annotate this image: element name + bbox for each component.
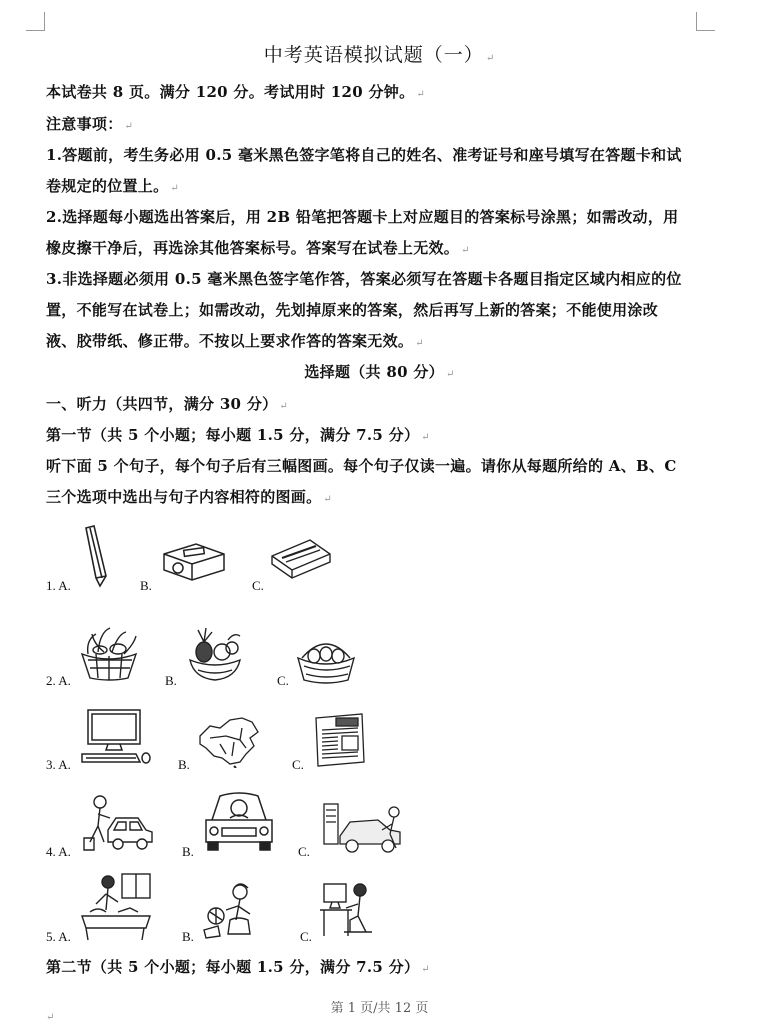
instruction-line-2: 三个选项中选出与句子内容相符的图画。 ↵	[46, 488, 333, 506]
notice-1-line-2: 卷规定的位置上。 ↵	[46, 177, 180, 195]
notice-2-line-2: 橡皮擦干净后，再选涂其他答案标号。答案写在试卷上无效。 ↵	[46, 239, 470, 257]
paragraph-mark-icon: ↵	[46, 1012, 55, 1023]
notice-3-line-2: 置，不能写在试卷上；如需改动，先划掉原来的答案，然后再写上新的答案；不能使用涂改	[46, 301, 659, 319]
paragraph-mark-icon: ↵	[421, 964, 430, 975]
cooking-woman-icon	[78, 872, 154, 942]
q1-option-a-label: 1. A.	[46, 578, 71, 593]
pencil-sharpener-icon	[160, 540, 228, 584]
q1-option-b-label: B.	[140, 578, 152, 593]
paragraph-mark-icon: ↵	[416, 89, 426, 100]
paragraph-mark-icon: ↵	[279, 401, 289, 412]
exam-info: 本试卷共 8 页。满分 120 分。考试用时 120 分钟。 ↵	[46, 83, 426, 101]
fruit-basket-icon	[184, 626, 246, 686]
part-1-heading: 一、听力（共四节，满分 30 分） ↵	[46, 395, 289, 413]
notice-heading: 注意事项： ↵	[46, 115, 134, 133]
instruction-line-1: 听下面 5 个句子，每个句子后有三幅图画。每个句子仅读一遍。请你从每题所给的 A、B、C	[46, 457, 677, 475]
paragraph-mark-icon: ↵	[445, 369, 455, 380]
girl-with-toys-icon	[200, 880, 264, 940]
q3-option-b-label: B.	[178, 757, 190, 772]
paragraph-mark-icon: ↵	[485, 53, 496, 64]
q5-option-a-label: 5. A.	[46, 929, 71, 944]
q4-option-b-label: B.	[182, 844, 194, 859]
notice-3-line-3: 液、胶带纸、修正带。不按以上要求作答的答案无效。 ↵	[46, 332, 424, 350]
q2-option-c-label: C.	[277, 673, 289, 688]
repairing-car-icon	[320, 800, 406, 856]
newspaper-icon	[312, 712, 368, 768]
paragraph-mark-icon: ↵	[170, 183, 180, 194]
driving-car-icon	[202, 790, 276, 856]
pen-box-icon	[270, 536, 332, 582]
paragraph-mark-icon: ↵	[421, 432, 430, 443]
pencil-icon	[80, 524, 114, 590]
paragraph-mark-icon: ↵	[461, 245, 470, 256]
q4-option-a-label: 4. A.	[46, 844, 71, 859]
q2-option-b-label: B.	[165, 673, 177, 688]
q3-option-c-label: C.	[292, 757, 304, 772]
crop-mark-top-right	[696, 12, 715, 31]
section-heading-choice: 选择题（共 80 分） ↵	[304, 363, 455, 381]
q5-option-c-label: C.	[300, 929, 312, 944]
woman-at-computer-icon	[318, 880, 374, 940]
page-footer: 第 1 页/共 12 页	[330, 1001, 429, 1016]
notice-3-line-1: 3.非选择题必须用 0.5 毫米黑色签字笔作答，答案必须写在答题卡各题目指定区域内相应的位	[46, 270, 682, 288]
section-2-heading: 第二节（共 5 个小题；每小题 1.5 分，满分 7.5 分） ↵	[46, 958, 430, 976]
paragraph-mark-icon: ↵	[124, 121, 134, 132]
q3-option-a-label: 3. A.	[46, 757, 71, 772]
egg-basket-icon	[294, 636, 358, 686]
q4-option-c-label: C.	[298, 844, 310, 859]
computer-icon	[80, 708, 152, 766]
paragraph-mark-icon: ↵	[415, 338, 424, 349]
vegetable-basket-icon	[76, 624, 142, 682]
q2-option-a-label: 2. A.	[46, 673, 71, 688]
notice-1-line-1: 1.答题前，考生务必用 0.5 毫米黑色签字笔将自己的姓名、准考证号和座号填写在答题卡和试	[46, 146, 682, 164]
page-title: 中考英语模拟试题（一） ↵	[263, 44, 496, 66]
q1-option-c-label: C.	[252, 578, 264, 593]
notice-2-line-1: 2.选择题每小题选出答案后，用 2B 铅笔把答题卡上对应题目的答案标号涂黑；如需改动，用	[46, 208, 679, 226]
q5-option-b-label: B.	[182, 929, 194, 944]
paragraph-mark-icon: ↵	[323, 494, 333, 505]
crop-mark-top-left	[26, 12, 45, 31]
section-1-heading: 第一节（共 5 个小题；每小题 1.5 分，满分 7.5 分） ↵	[46, 426, 430, 444]
washing-car-icon	[80, 794, 154, 854]
china-map-icon	[196, 714, 262, 768]
